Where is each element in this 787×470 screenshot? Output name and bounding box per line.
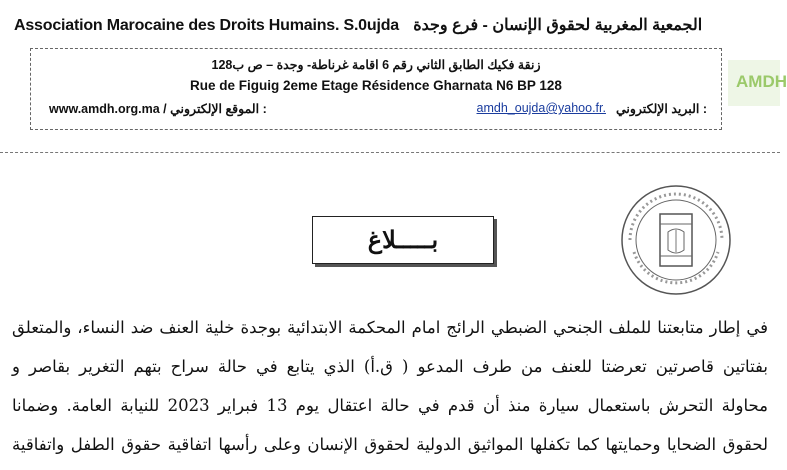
organization-name-arabic: الجمعية المغربية لحقوق الإنسان - فرع وجدة [413,17,703,34]
body-line: محاولة التحرش باستعمال سيارة منذ أن قدم في حالة اعتقال يوم 13 فبراير 2023 للنيابة العامة. وضمانا [12,396,768,415]
email-label: البريد الإلكتروني : [615,102,707,116]
amdh-logo-partial [728,60,787,106]
email-link[interactable]: amdh_oujda@yahoo.fr. [476,101,606,115]
body-line: في إطار متابعتنا للملف الجنحي الضبطي الرائج امام المحكمة الابتدائية بوجدة خلية العنف ضد النساء، والمتعلق [12,318,768,337]
address-french: Rue de Figuig 2eme Etage Résidence Gharnata N6 BP 128 [190,78,562,93]
header-divider [0,152,780,153]
contact-line [31,101,721,116]
document-title: بـــــلاغ [367,226,439,254]
organization-name-french: Association Marocaine des Droits Humains. S.0ujda [14,17,399,34]
organization-seal-icon [616,180,736,300]
body-line: لحقوق الضحايا وحمايتها كما تكفلها المواثيق الدولية لحقوق الإنسان وعلى رأسها اتفاقية حقوق الطفل واتفاقية [12,435,768,454]
document-title-box [312,216,494,264]
amdh-logo-text: AMDH [736,72,787,91]
website-link[interactable]: www.amdh.org.ma [49,102,160,116]
website-label: / الموقع الإلكتروني : [163,102,267,116]
body-line: بفتاتين قاصرتين تعرضتا للعنف من طرف المدعو ( ق.أ) الذي يتابع في حالة سراح بتهم التغرير بقاصر و [12,357,768,376]
organization-title [14,15,774,35]
contact-info-box [30,48,722,130]
document-body [12,308,768,464]
address-arabic: زنقة فكيك الطابق الثاني رقم 6 اقامة غرناطة- وجدة – ص ب128 [211,58,541,72]
